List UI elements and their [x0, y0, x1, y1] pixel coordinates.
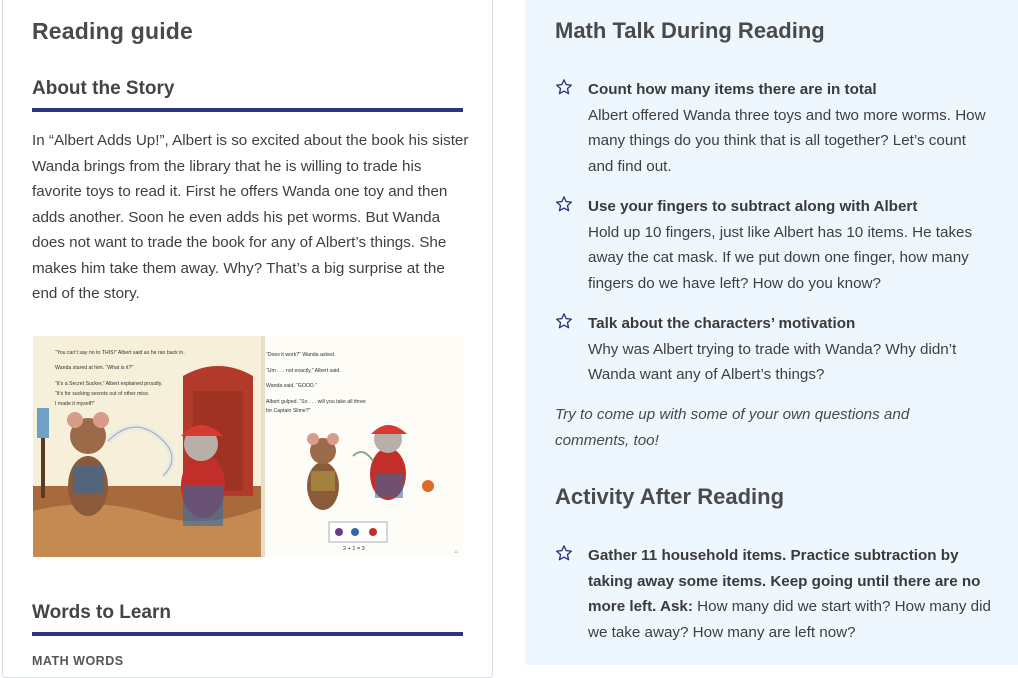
activity-text: How many did we start with? How many did we take away? How many are left now? [588, 598, 991, 641]
equation-label: 2 + 1 = 3 [343, 546, 365, 552]
activity-heading: Gather 11 household items. Practice subtraction by taking away some items. Keep going until there are no more left. Ask: [588, 547, 981, 615]
tip-heading: Use your fingers to subtract along with Albert [588, 198, 918, 215]
left-page-line-5: I made it myself!” [55, 401, 95, 407]
words-heading-rule [32, 632, 463, 636]
left-page-line-3: “It’s a Secret Sucker,” Albert explained proudly. [55, 381, 163, 387]
story-summary: In “Albert Adds Up!”, Albert is so excited about the book his sister Wanda brings from the library that he is willing to trade his favorite toys to read it. First he offers Wanda one toy and then adds another. Soon he even adds his pet worms. But Wanda does not want to trade the book for any of Albert’s things. She makes him take them away. Why? That’s a big surprise at the end of the story. [32, 132, 469, 302]
tip-text: Albert offered Wanda three toys and two more worms. How many things do you think that is all together? Let’s count and find out. [588, 106, 986, 175]
right-page-line-2: “Um . . . not exactly,” Albert said. [266, 368, 341, 374]
math-talk-title: Math Talk During Reading [555, 18, 825, 43]
left-page-line-2: Wanda stared at him. “What is it?” [55, 365, 134, 371]
right-page-line-1: “Does it work?” Wanda asked. [266, 352, 336, 358]
left-page-line-4: “It’s for sucking secrets out of other mice. [55, 391, 150, 397]
star-icon [555, 78, 573, 96]
star-icon [555, 544, 573, 562]
activity-item [555, 543, 995, 645]
tip-text: Why was Albert trying to trade with Wanda? Why didn’t Wanda want any of Albert’s things? [588, 340, 957, 383]
book-spread-image [33, 336, 463, 557]
activity-title: Activity After Reading [555, 484, 785, 509]
about-heading-rule [32, 108, 463, 112]
tip-characters-motivation [555, 311, 995, 388]
about-story-heading: About the Story [32, 78, 175, 99]
tip-heading: Count how many items there are in total [588, 81, 877, 98]
tip-count-items [555, 77, 995, 179]
book-illustration [33, 336, 463, 557]
right-page-line-5: for Captain Slime?” [266, 408, 311, 414]
guide-title: Reading guide [32, 18, 194, 44]
tip-text: Hold up 10 fingers, just like Albert has 10 items. He takes away the cat mask. If we put down one finger, how many fingers do we have left? How do you know? [588, 223, 973, 292]
right-page-line-4: Albert gulped. “So . . . will you take all three [266, 399, 366, 405]
star-icon [555, 195, 573, 213]
tip-subtract-fingers [555, 194, 995, 296]
right-page-line-3: Wanda said, “GOOD.” [266, 383, 317, 389]
page-number: 11 [454, 549, 459, 554]
left-page-line-1: “You can’t say no to THIS!” Albert said as he ran back in. [55, 350, 185, 356]
star-icon [555, 312, 573, 330]
words-to-learn-heading: Words to Learn [32, 602, 171, 623]
math-words-label: MATH WORDS [32, 654, 124, 668]
own-questions-note: Try to come up with some of your own questions and comments, too! [555, 406, 910, 449]
tip-heading: Talk about the characters’ motivation [588, 315, 856, 332]
